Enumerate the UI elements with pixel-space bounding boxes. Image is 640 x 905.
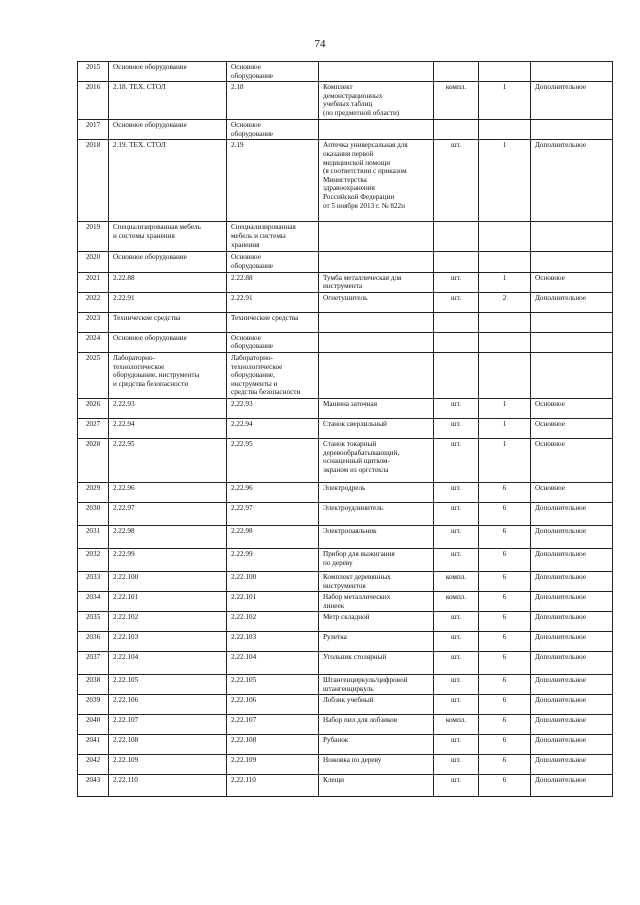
cell-description [319,252,434,272]
cell-code: 2.22.105 [109,675,227,695]
cell-unit [434,62,479,82]
cell-unit: шт. [434,272,479,292]
cell-code: Основное оборудование [109,62,227,82]
cell-type [531,312,613,332]
table-row [78,140,613,222]
cell-quantity: 6 [479,695,531,715]
cell-code: Основное оборудование [109,332,227,352]
table-row [78,695,613,715]
cell-code: Технические средства [109,312,227,332]
cell-type: Дополнительное [531,525,613,548]
cell-description: Машина заточная [319,398,434,418]
cell-quantity [479,332,531,352]
cell-description: Электродрель [319,482,434,502]
cell-unit: шт. [434,632,479,652]
cell-type: Основное [531,398,613,418]
cell-code: 2.22.95 [109,438,227,482]
cell-quantity: 6 [479,592,531,612]
cell-quantity: 6 [479,525,531,548]
cell-quantity [479,222,531,252]
cell-number: 2025 [78,352,109,398]
cell-type: Основное [531,418,613,438]
cell-type [531,222,613,252]
cell-quantity: 6 [479,548,531,571]
cell-type: Дополнительное [531,735,613,755]
table-row [78,292,613,312]
cell-description: Аптечка универсальная для оказания первой медицинской помощи (в соответствии с приказом Министерства здравоохранения Российской Федерации от 5 ноября 2013 г. № 822н [319,140,434,222]
cell-number: 2026 [78,398,109,418]
cell-description: Метр складной [319,612,434,632]
cell-number: 2031 [78,525,109,548]
cell-quantity [479,120,531,140]
cell-code: 2.22.103 [109,632,227,652]
cell-quantity: 6 [479,675,531,695]
table-row [78,735,613,755]
cell-name: 2.22.100 [227,571,319,591]
cell-description [319,312,434,332]
cell-unit: шт. [434,525,479,548]
cell-type: Дополнительное [531,612,613,632]
cell-number: 2022 [78,292,109,312]
cell-name: 2.22.93 [227,398,319,418]
cell-code: 2.22.100 [109,571,227,591]
table-row [78,592,613,612]
cell-number: 2035 [78,612,109,632]
cell-code: 2.22.102 [109,612,227,632]
cell-code: 2.22.88 [109,272,227,292]
cell-quantity [479,252,531,272]
cell-number: 2034 [78,592,109,612]
cell-description: Рулетка [319,632,434,652]
cell-quantity: 1 [479,398,531,418]
cell-type [531,62,613,82]
cell-description: Комплект демонстрационных учебных таблиц (по предметной области) [319,82,434,120]
cell-type: Основное [531,482,613,502]
cell-name: Лабораторно- технологическое оборудование, инструменты и средства безопасности [227,352,319,398]
cell-description [319,120,434,140]
cell-number: 2015 [78,62,109,82]
cell-quantity: 6 [479,715,531,735]
cell-unit: шт. [434,695,479,715]
cell-unit: шт. [434,775,479,797]
cell-type: Дополнительное [531,632,613,652]
table-row [78,675,613,695]
cell-number: 2042 [78,755,109,775]
table-row [78,571,613,591]
table-row [78,272,613,292]
cell-description [319,332,434,352]
cell-type: Дополнительное [531,652,613,675]
cell-unit [434,312,479,332]
cell-name: Технические средства [227,312,319,332]
cell-quantity: 1 [479,272,531,292]
cell-name: 2.22.108 [227,735,319,755]
cell-name: Специализированная мебель и системы хранения [227,222,319,252]
cell-quantity: 6 [479,775,531,797]
cell-code: Лабораторно- технологическое оборудование, инструменты и средства безопасности [109,352,227,398]
cell-code: 2.19. ТЕХ. СТОЛ [109,140,227,222]
cell-code: 2.22.97 [109,502,227,525]
cell-description: Огнетушитель [319,292,434,312]
cell-number: 2032 [78,548,109,571]
cell-unit: компл. [434,571,479,591]
cell-type: Дополнительное [531,292,613,312]
cell-number: 2041 [78,735,109,755]
cell-code: 2.22.107 [109,715,227,735]
cell-number: 2023 [78,312,109,332]
cell-name: 2.22.106 [227,695,319,715]
cell-quantity [479,62,531,82]
cell-name: 2.22.94 [227,418,319,438]
cell-code: Специализированная мебель и системы хранения [109,222,227,252]
cell-unit: шт. [434,548,479,571]
cell-name: 2.22.107 [227,715,319,735]
cell-quantity: 6 [479,652,531,675]
cell-code: 2.22.99 [109,548,227,571]
table-row [78,438,613,482]
cell-code: 2.22.104 [109,652,227,675]
cell-quantity: 6 [479,632,531,652]
cell-name: 2.22.101 [227,592,319,612]
cell-code: 2.22.109 [109,755,227,775]
cell-description: Набор пил для лобзиков [319,715,434,735]
cell-description: Ножовка по дереву [319,755,434,775]
table-row [78,715,613,735]
cell-name: 2.22.96 [227,482,319,502]
cell-type: Дополнительное [531,775,613,797]
cell-number: 2017 [78,120,109,140]
cell-name: 2.22.102 [227,612,319,632]
cell-code: Основное оборудование [109,120,227,140]
cell-type: Дополнительное [531,82,613,120]
cell-number: 2039 [78,695,109,715]
table-row [78,332,613,352]
cell-unit: шт. [434,755,479,775]
cell-code: 2.22.98 [109,525,227,548]
cell-description: Станок сверлильный [319,418,434,438]
cell-type [531,120,613,140]
cell-number: 2016 [78,82,109,120]
cell-description: Станок токарный деревообрабатывающий, оснащенный щитком- экраном из оргстекла [319,438,434,482]
cell-number: 2030 [78,502,109,525]
cell-unit: шт. [434,140,479,222]
cell-name: 2.22.109 [227,755,319,775]
cell-type: Дополнительное [531,140,613,222]
cell-name: 2.22.105 [227,675,319,695]
table-row [78,632,613,652]
cell-quantity [479,312,531,332]
cell-type: Дополнительное [531,571,613,591]
cell-unit: компл. [434,82,479,120]
table-row [78,352,613,398]
cell-unit [434,352,479,398]
cell-number: 2029 [78,482,109,502]
cell-type: Дополнительное [531,715,613,735]
table-row [78,775,613,797]
cell-number: 2019 [78,222,109,252]
cell-type: Дополнительное [531,548,613,571]
cell-code: 2.22.93 [109,398,227,418]
cell-number: 2036 [78,632,109,652]
cell-number: 2028 [78,438,109,482]
cell-description: Прибор для выжигания по дереву [319,548,434,571]
table-row [78,222,613,252]
cell-name: 2.22.103 [227,632,319,652]
cell-name: Основное оборудование [227,62,319,82]
table-row [78,482,613,502]
cell-code: 2.22.108 [109,735,227,755]
cell-unit: шт. [434,418,479,438]
cell-name: 2.22.88 [227,272,319,292]
cell-unit [434,332,479,352]
cell-unit: компл. [434,592,479,612]
cell-quantity: 1 [479,140,531,222]
cell-number: 2018 [78,140,109,222]
cell-code: 2.18. ТЕХ. СТОЛ [109,82,227,120]
table-row [78,398,613,418]
cell-unit: шт. [434,735,479,755]
table-row [78,418,613,438]
cell-name: 2.22.104 [227,652,319,675]
cell-quantity: 6 [479,502,531,525]
cell-type [531,332,613,352]
cell-unit: шт. [434,652,479,675]
cell-description [319,222,434,252]
cell-quantity: 2 [479,292,531,312]
cell-unit: компл. [434,715,479,735]
cell-code: 2.22.96 [109,482,227,502]
cell-name: 2.22.110 [227,775,319,797]
cell-unit: шт. [434,482,479,502]
equipment-table [77,61,613,797]
cell-number: 2040 [78,715,109,735]
cell-type: Дополнительное [531,502,613,525]
cell-description: Штангенциркуль/цифровой штангенциркуль [319,675,434,695]
table-row [78,312,613,332]
cell-code: 2.22.106 [109,695,227,715]
cell-quantity: 6 [479,735,531,755]
cell-description: Тумба металлическая для инструмента [319,272,434,292]
cell-unit [434,252,479,272]
cell-unit: шт. [434,675,479,695]
table-row [78,525,613,548]
cell-unit: шт. [434,292,479,312]
cell-number: 2043 [78,775,109,797]
cell-type: Дополнительное [531,592,613,612]
cell-name: 2.22.97 [227,502,319,525]
cell-name: 2.19 [227,140,319,222]
cell-number: 2027 [78,418,109,438]
cell-code: 2.22.101 [109,592,227,612]
cell-code: 2.22.110 [109,775,227,797]
cell-unit [434,120,479,140]
cell-type: Дополнительное [531,675,613,695]
cell-description: Лобзик учебный [319,695,434,715]
cell-quantity: 6 [479,482,531,502]
cell-unit: шт. [434,398,479,418]
cell-name: Основное оборудование [227,120,319,140]
cell-unit [434,222,479,252]
cell-description [319,352,434,398]
cell-number: 2020 [78,252,109,272]
table-row [78,755,613,775]
cell-type: Основное [531,272,613,292]
cell-quantity: 6 [479,612,531,632]
cell-unit: шт. [434,502,479,525]
cell-type [531,252,613,272]
cell-number: 2037 [78,652,109,675]
cell-name: Основное оборудование [227,252,319,272]
cell-type: Дополнительное [531,755,613,775]
cell-description: Электроудлинитель [319,502,434,525]
cell-name: 2.22.95 [227,438,319,482]
cell-code: 2.22.91 [109,292,227,312]
cell-name: 2.22.99 [227,548,319,571]
cell-quantity: 1 [479,82,531,120]
cell-description: Рубанок [319,735,434,755]
cell-unit: шт. [434,612,479,632]
table-row [78,120,613,140]
page-number: 74 [314,38,326,50]
cell-type: Основное [531,438,613,482]
cell-description: Электропаяльник [319,525,434,548]
cell-name: 2.22.91 [227,292,319,312]
table-row [78,652,613,675]
cell-description: Угольник столярный [319,652,434,675]
cell-number: 2033 [78,571,109,591]
cell-type: Дополнительное [531,695,613,715]
cell-number: 2024 [78,332,109,352]
cell-quantity [479,352,531,398]
cell-number: 2021 [78,272,109,292]
table-row [78,502,613,525]
table-row [78,82,613,120]
cell-quantity: 1 [479,418,531,438]
cell-number: 2038 [78,675,109,695]
cell-quantity: 6 [479,571,531,591]
table-row [78,548,613,571]
cell-description [319,62,434,82]
cell-type [531,352,613,398]
cell-quantity: 6 [479,755,531,775]
table-row [78,252,613,272]
cell-name: Основное оборудование [227,332,319,352]
table-row [78,612,613,632]
cell-quantity: 1 [479,438,531,482]
cell-name: 2.18 [227,82,319,120]
cell-unit: шт. [434,438,479,482]
cell-description: Клещи [319,775,434,797]
cell-code: 2.22.94 [109,418,227,438]
cell-code: Основное оборудование [109,252,227,272]
cell-description: Комплект деревянных инструментов [319,571,434,591]
cell-name: 2.22.98 [227,525,319,548]
table-row [78,62,613,82]
cell-description: Набор металлических линеек [319,592,434,612]
